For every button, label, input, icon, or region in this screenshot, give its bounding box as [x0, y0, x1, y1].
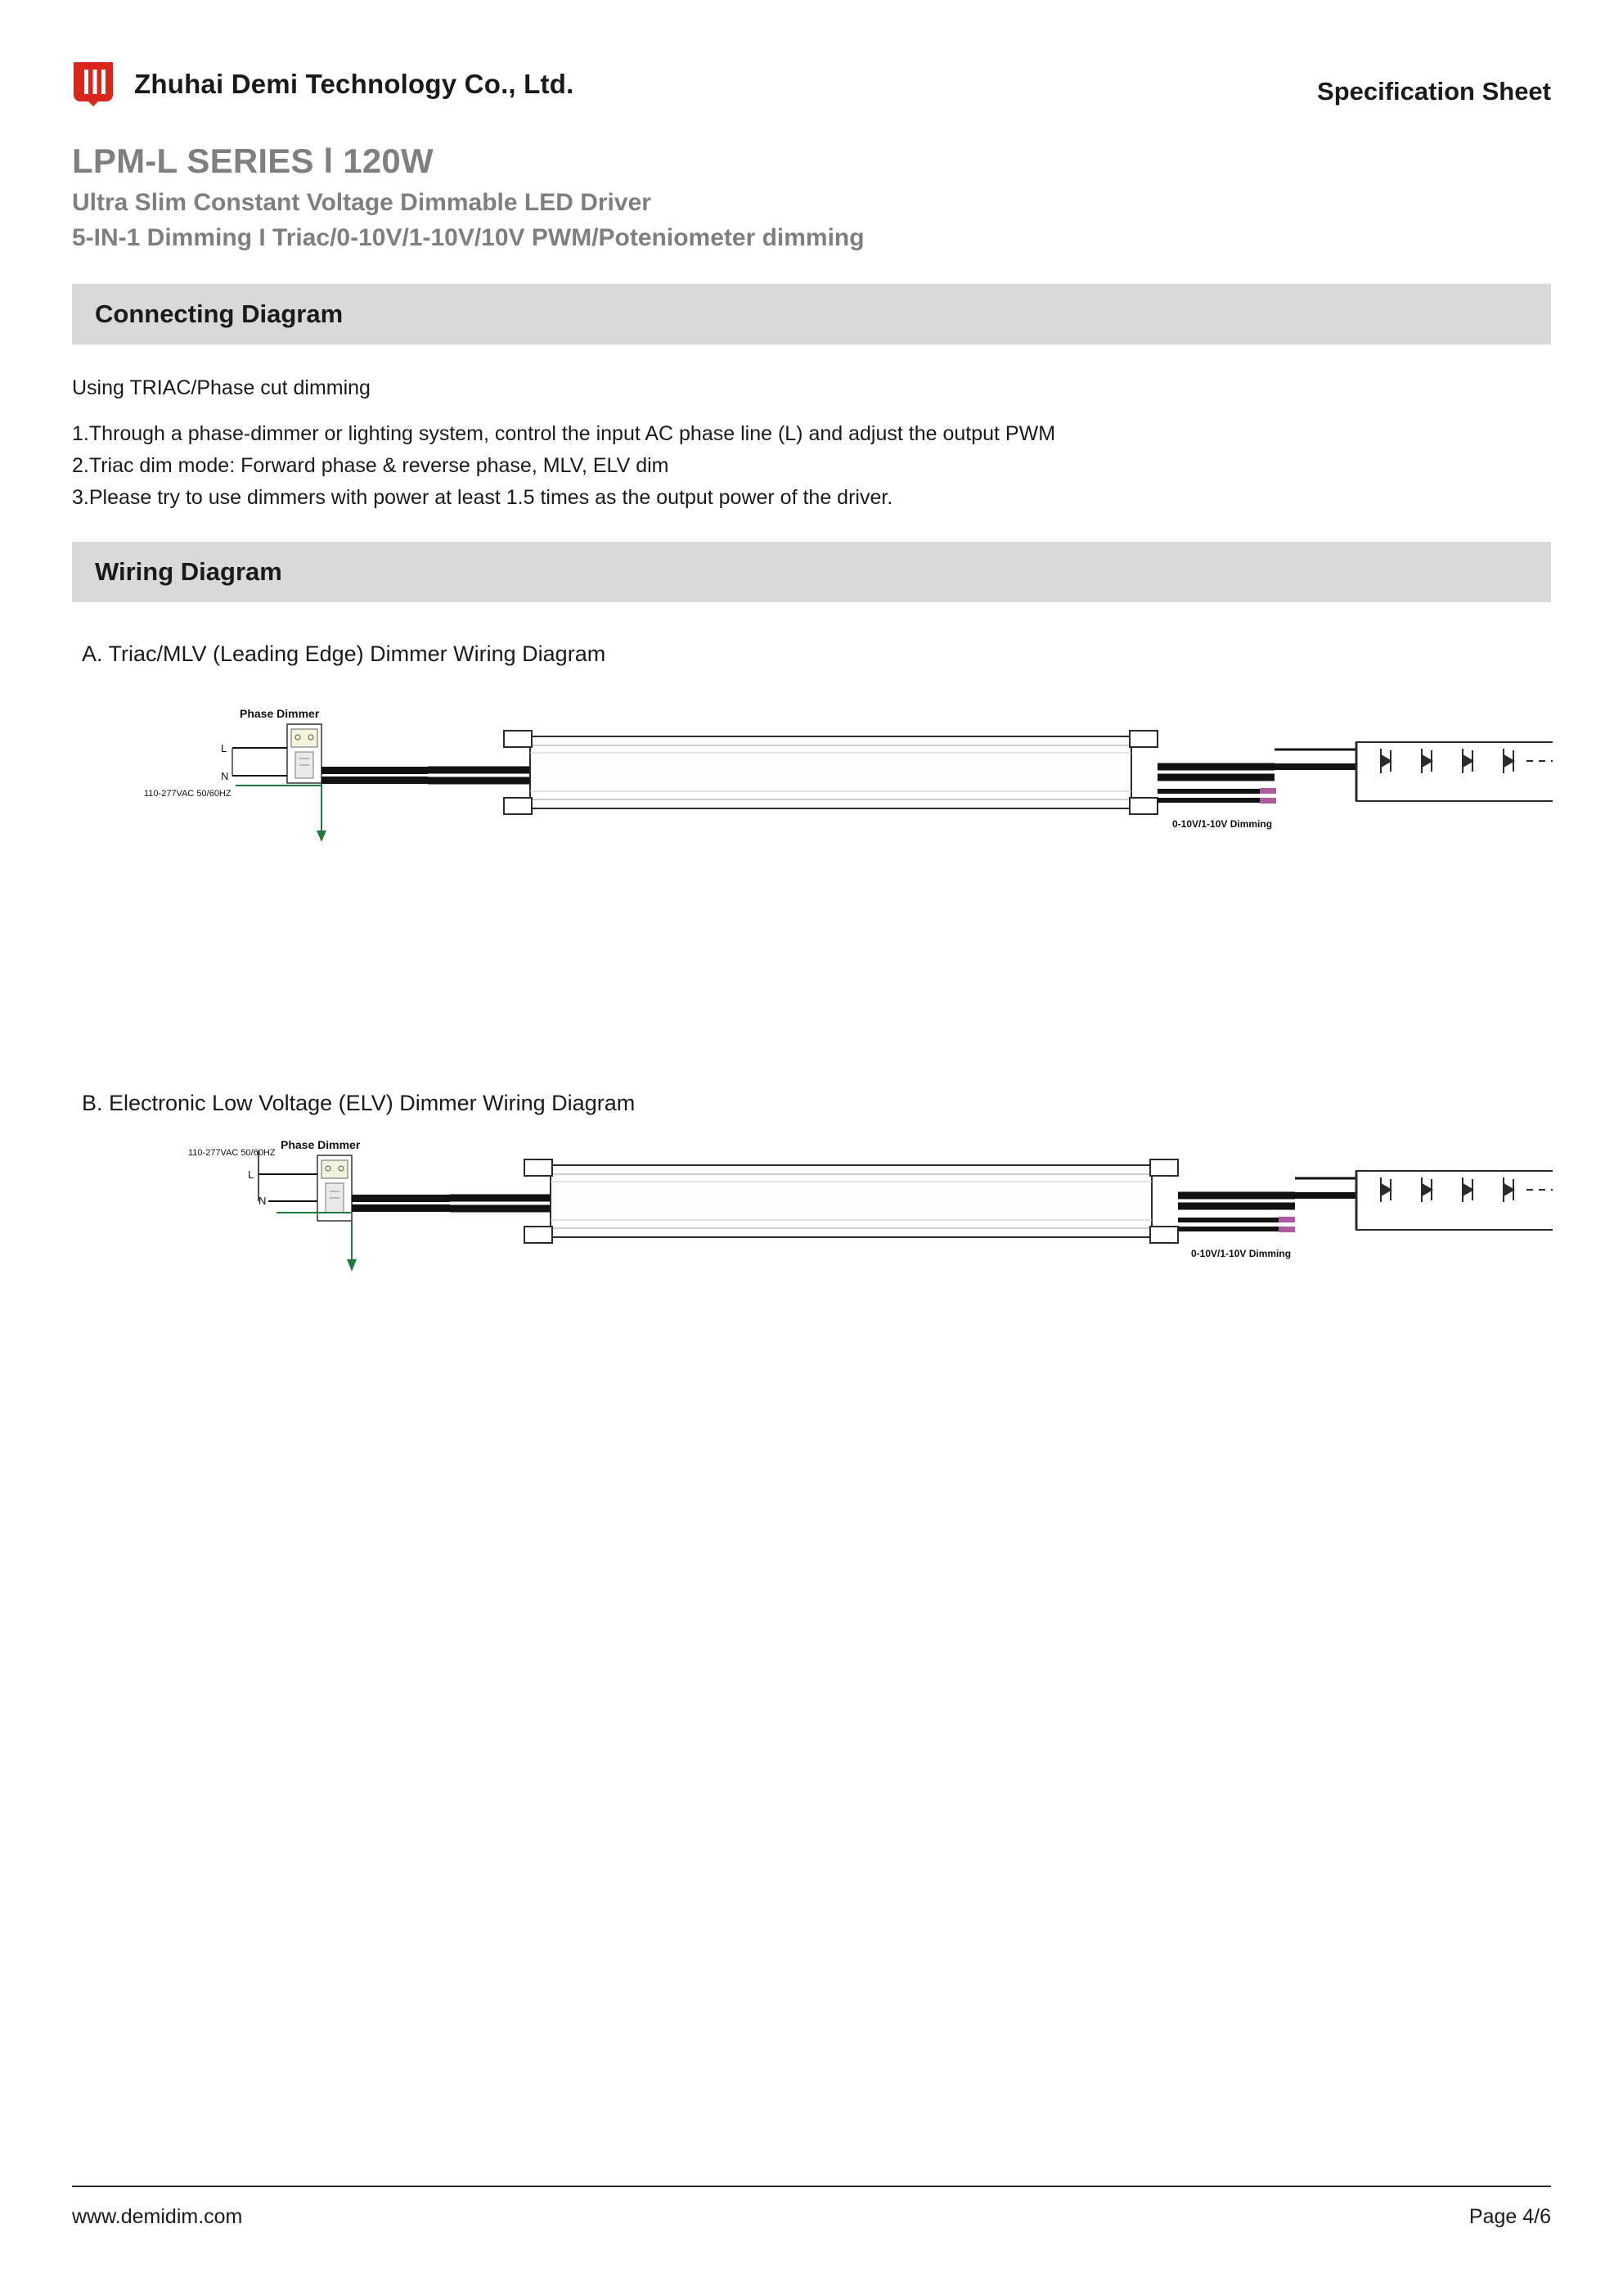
footer-website[interactable]: www.demidim.com: [72, 2205, 243, 2228]
brand: [72, 59, 573, 110]
diagram-b-neutral-label: N: [259, 1194, 267, 1207]
diagram-b-output-label: 0-10V/1-10V Dimming: [1191, 1247, 1292, 1259]
diagram-a-neutral-label: N: [221, 769, 229, 782]
diagram-b-line-label: L: [248, 1168, 254, 1181]
diagram-a-caption: A. Triac/MLV (Leading Edge) Dimmer Wiring Diagram: [82, 641, 606, 666]
diagram-a-dimmer-label: Phase Dimmer: [240, 706, 320, 720]
diagram-b-supply-label: 110-277VAC 50/60HZ: [188, 1147, 276, 1158]
demi-logo-icon: [72, 59, 118, 110]
section-wiring-diagram: [72, 542, 1551, 602]
diagram-a-supply-label: 110-277VAC 50/60HZ: [144, 788, 232, 799]
section-connecting-diagram: [72, 284, 1551, 344]
connecting-item-2: 2.Triac dim mode: Forward phase & reverse phase, MLV, ELV dim: [72, 454, 669, 478]
footer-divider: [72, 2186, 1551, 2187]
title-block: [72, 141, 1551, 256]
diagram-b-dimmer-label: Phase Dimmer: [281, 1137, 361, 1151]
connecting-item-1: 1.Through a phase-dimmer or lighting system, control the input AC phase line (L) and adjust the output PWM: [72, 422, 1056, 446]
connecting-body: [72, 372, 1551, 514]
diagram-b-caption: B. Electronic Low Voltage (ELV) Dimmer Wiring Diagram: [82, 1090, 636, 1115]
document-header: [72, 0, 1551, 110]
series-dimming-line: 5-IN-1 Dimming I Triac/0-10V/1-10V/10V PWM/Poteniometer dimming: [72, 224, 865, 252]
company-name: Zhuhai Demi Technology Co., Ltd.: [134, 69, 574, 99]
series-title: LPM-L SERIES l 120W: [72, 142, 434, 180]
diagram-a-line-label: L: [221, 741, 227, 754]
diagram-a-output-label: 0-10V/1-10V Dimming: [1172, 817, 1273, 830]
document-kind: Specification Sheet: [1317, 77, 1551, 106]
diagram-b: [72, 1116, 1551, 1468]
section-title: Connecting Diagram: [95, 299, 344, 328]
document-footer: [72, 2186, 1551, 2229]
section-title: Wiring Diagram: [95, 556, 282, 586]
connecting-item-3: 3.Please try to use dimmers with power at least 1.5 times as the output power of the driver.: [72, 485, 893, 509]
diagram-a: [72, 667, 1551, 1051]
footer-page-number: Page 4/6: [1468, 2205, 1551, 2228]
connecting-lead: Using TRIAC/Phase cut dimming: [72, 376, 371, 399]
series-subtitle: Ultra Slim Constant Voltage Dimmable LED Driver: [72, 188, 651, 216]
